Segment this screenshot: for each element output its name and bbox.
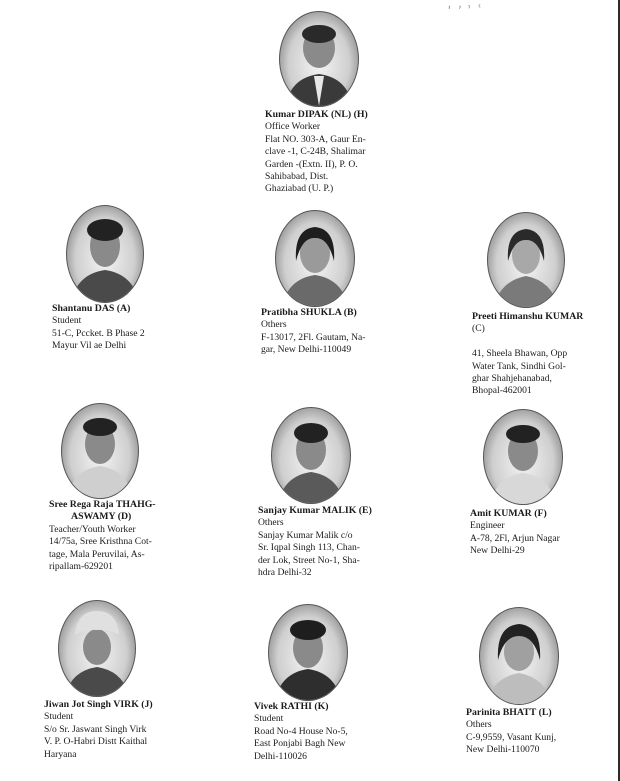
portrait-silhouette-icon <box>272 408 350 503</box>
person-name: Sree Rega Raja THAHG- <box>49 499 156 510</box>
address-line: Sahibabad, Dist. <box>265 171 329 183</box>
portrait-silhouette-icon <box>59 601 135 696</box>
occupation: Engineer <box>470 520 505 532</box>
address-line: Mayur Vil ae Delhi <box>52 340 127 352</box>
address-line: Haryana <box>44 748 77 760</box>
person-name: Pratibha SHUKLA (B) <box>261 307 357 318</box>
address-line: 41, Sheela Bhawan, Opp <box>472 348 568 360</box>
portrait-photo <box>66 205 144 303</box>
address-line: Sanjay Kumar Malik c/o <box>258 529 353 541</box>
occupation: Others <box>258 517 284 529</box>
occupation: Teacher/Youth Worker <box>49 523 136 535</box>
address-line: A-78, 2Fl, Arjun Nagar <box>470 532 560 544</box>
entry-info <box>254 701 348 763</box>
entry-info <box>49 499 156 573</box>
address-line: 14/75a, Sree Kristhna Cot- <box>49 536 152 548</box>
entry-info <box>466 707 556 757</box>
occupation: Others <box>466 719 492 731</box>
address-line: Delhi-110026 <box>254 750 307 762</box>
entry-info <box>261 307 365 357</box>
address-line: Ghaziabad (U. P.) <box>265 183 334 195</box>
occupation: Office Worker <box>265 121 321 133</box>
address-line: gar, New Delhi-110049 <box>261 344 352 356</box>
portrait-silhouette-icon <box>484 410 562 504</box>
portrait-silhouette-icon <box>280 12 358 106</box>
address-line: 51-C, Pccket. B Phase 2 <box>52 327 145 339</box>
occupation: Student <box>44 711 74 723</box>
address-line: Flat NO. 303-A, Gaur En- <box>265 133 366 145</box>
address-line: der Lok, Street No-1, Sha- <box>258 554 360 566</box>
address-line: East Ponjabi Bagh New <box>254 738 346 750</box>
portrait-photo <box>487 212 565 308</box>
address-line: V. P. O-Habri Distt Kaithal <box>44 736 148 748</box>
portrait-silhouette-icon <box>269 605 347 700</box>
person-code: (C) <box>472 323 485 335</box>
person-name-continued: ASWAMY (D) <box>71 511 132 523</box>
person-name: Amit KUMAR (F) <box>470 508 547 519</box>
entry-info <box>44 699 153 761</box>
entry-info <box>470 508 560 558</box>
address-line: F-13017, 2Fl. Gautam, Na- <box>261 331 366 343</box>
portrait-photo <box>275 210 355 307</box>
entry-info <box>258 505 372 579</box>
entry-info <box>265 109 368 196</box>
address-line: New Delhi-110070 <box>466 744 540 756</box>
address-line: hdra Delhi-32 <box>258 567 312 579</box>
address-line: Garden -(Extn. II), P. O. <box>265 158 358 170</box>
pencil-scribble: ʹ ʼ ʾ ʿ <box>447 2 484 21</box>
person-name: Preeti Himanshu KUMAR <box>472 311 584 322</box>
address-line: Sr. Iqpal Singh 113, Chan- <box>258 542 360 554</box>
address-line: Road No-4 House No-5, <box>254 725 348 737</box>
address-line: clave -1, C-24B, Shalimar <box>265 146 366 158</box>
person-name: Jiwan Jot Singh VIRK (J) <box>44 699 153 710</box>
portrait-photo <box>279 11 359 107</box>
occupation: Student <box>52 315 82 327</box>
portrait-silhouette-icon <box>62 404 138 498</box>
person-name: Kumar DIPAK (NL) (H) <box>265 109 368 120</box>
entry-info <box>472 311 583 398</box>
person-name: Sanjay Kumar MALIK (E) <box>258 505 372 516</box>
portrait-photo <box>479 607 559 705</box>
person-name: Shantanu DAS (A) <box>52 303 131 314</box>
person-name: Parinita BHATT (L) <box>466 707 552 718</box>
portrait-photo <box>58 600 136 697</box>
portrait-photo <box>271 407 351 504</box>
portrait-silhouette-icon <box>276 211 354 306</box>
address-line: ripallam-629201 <box>49 561 113 573</box>
address-line: tage, Mala Peruvilai, As- <box>49 548 145 560</box>
portrait-photo <box>483 409 563 505</box>
portrait-silhouette-icon <box>67 206 143 302</box>
address-line: Water Tank, Sindhi Gol- <box>472 360 566 372</box>
portrait-silhouette-icon <box>480 608 558 704</box>
occupation: Others <box>261 319 287 331</box>
address-line: New Delhi-29 <box>470 545 525 557</box>
portrait-silhouette-icon <box>488 213 564 307</box>
portrait-photo <box>61 403 139 499</box>
entry-info <box>52 303 145 353</box>
person-name: Vivek RATHI (K) <box>254 701 329 712</box>
address-line: C-9,9559, Vasant Kunj, <box>466 731 557 743</box>
address-line: ghar Shahjehanabad, <box>472 373 552 385</box>
address-line: S/o Sr. Jaswant Singh Virk <box>44 723 147 735</box>
occupation <box>472 336 583 348</box>
portrait-photo <box>268 604 348 701</box>
address-line: Bhopal-462001 <box>472 385 532 397</box>
occupation: Student <box>254 713 284 725</box>
